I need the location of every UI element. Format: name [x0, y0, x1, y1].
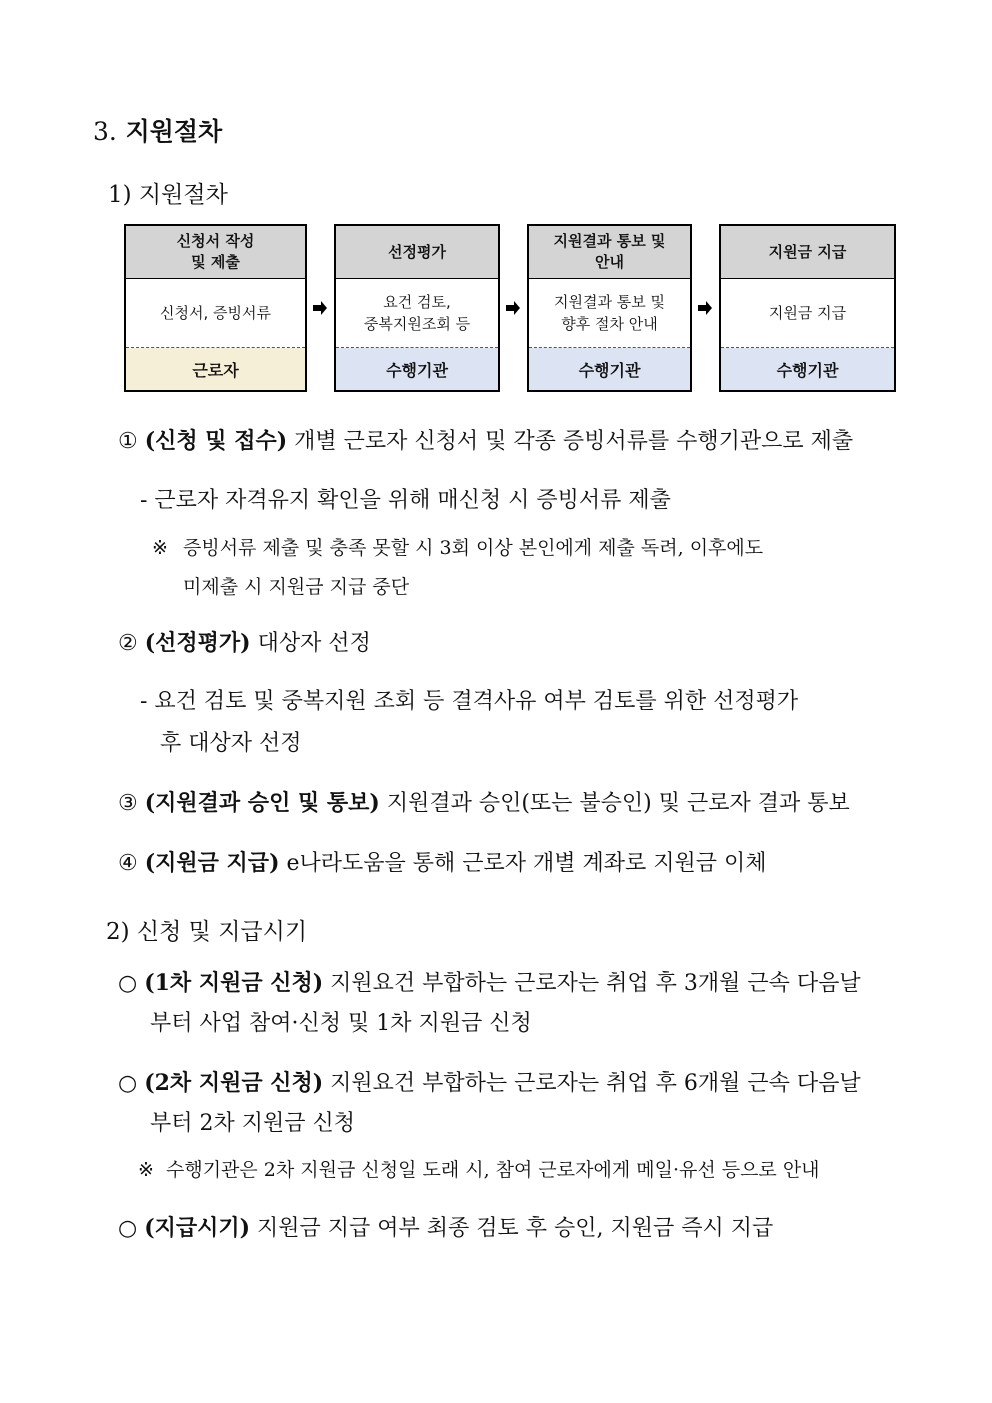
step-2-text: 대상자 선정 — [257, 631, 371, 656]
step-1-note-line-2: 미제출 시 지원금 지급 중단 — [183, 576, 410, 598]
flow-step-payment — [719, 224, 896, 392]
step-2 — [118, 628, 371, 659]
flow-step-actor: 수행기관 — [721, 348, 894, 390]
flow-step-body: 요건 검토, 중복지원조회 등 — [336, 279, 498, 348]
step-4 — [118, 848, 767, 879]
step-1-mark: ① — [118, 429, 138, 454]
step-4-text: e나라도움을 통해 근로자 개별 계좌로 지원금 이체 — [286, 851, 767, 876]
flow-step-head: 지원금 지급 — [721, 226, 894, 279]
flow-step-head: 신청서 작성 및 제출 — [126, 226, 305, 279]
timing-2-text-line-2: 부터 2차 지원금 신청 — [150, 1111, 355, 1136]
step-1-detail: - 근로자 자격유지 확인을 위해 매신청 시 증빙서류 제출 — [140, 488, 671, 513]
subsection-1-heading: 1) 지원절차 — [108, 182, 228, 208]
step-1-note-mark: ※ — [152, 537, 168, 559]
section-title: 지원절차 — [125, 117, 223, 146]
timing-1-text: 지원요건 부합하는 근로자는 취업 후 3개월 근속 다음날 — [330, 971, 861, 996]
step-2-title: (선정평가) — [144, 630, 251, 656]
timing-1-title: (1차 지원금 신청) — [144, 970, 324, 996]
step-3 — [118, 788, 850, 819]
flow-step-actor: 수행기관 — [529, 348, 690, 390]
flow-step-head: 지원결과 통보 및 안내 — [529, 226, 690, 279]
timing-2-text: 지원요건 부합하는 근로자는 취업 후 6개월 근속 다음날 — [330, 1071, 861, 1096]
step-1-text: 개별 근로자 신청서 및 각종 증빙서류를 수행기관으로 제출 — [294, 429, 854, 454]
step-1-title: (신청 및 접수) — [144, 428, 288, 454]
timing-3 — [118, 1213, 773, 1244]
flow-step-head: 선정평가 — [336, 226, 498, 279]
step-2-mark: ② — [118, 631, 138, 656]
flow-step-notify — [527, 224, 692, 392]
step-3-mark: ③ — [118, 791, 138, 816]
timing-1-text-line-2: 부터 사업 참여·신청 및 1차 지원금 신청 — [150, 1011, 532, 1036]
timing-3-title: (지급시기) — [144, 1215, 251, 1241]
bullet-icon: ○ — [118, 1216, 138, 1241]
arrow-right-icon — [697, 300, 713, 316]
timing-2 — [118, 1068, 861, 1099]
arrow-right-icon — [312, 300, 328, 316]
step-2-detail-line-1: - 요건 검토 및 중복지원 조회 등 결격사유 여부 검토를 위한 선정평가 — [140, 689, 799, 714]
timing-2-note-mark: ※ — [138, 1159, 154, 1181]
step-4-mark: ④ — [118, 851, 138, 876]
section-number: 3. — [93, 117, 117, 146]
step-2-detail-line-2: 후 대상자 선정 — [160, 731, 302, 756]
step-4-title: (지원금 지급) — [144, 850, 280, 876]
flow-step-body: 지원결과 통보 및 향후 절차 안내 — [529, 279, 690, 348]
flow-step-body: 지원금 지급 — [721, 279, 894, 348]
timing-2-title: (2차 지원금 신청) — [144, 1070, 324, 1096]
step-1 — [118, 426, 898, 457]
timing-1 — [118, 968, 861, 999]
flow-step-actor: 근로자 — [126, 348, 305, 390]
subsection-2-heading: 2) 신청 및 지급시기 — [106, 919, 308, 945]
step-3-title: (지원결과 승인 및 통보) — [144, 790, 380, 816]
flow-step-actor: 수행기관 — [336, 348, 498, 390]
flow-step-apply — [124, 224, 307, 392]
timing-3-text: 지원금 지급 여부 최종 검토 후 승인, 지원금 즉시 지급 — [257, 1216, 774, 1241]
arrow-right-icon — [505, 300, 521, 316]
bullet-icon: ○ — [118, 1071, 138, 1096]
flow-step-evaluation — [334, 224, 500, 392]
timing-2-note: 수행기관은 2차 지원금 신청일 도래 시, 참여 근로자에게 메일·유선 등으로 안내 — [166, 1159, 820, 1181]
section-heading — [93, 112, 222, 148]
flow-step-body: 신청서, 증빙서류 — [126, 279, 305, 348]
bullet-icon: ○ — [118, 971, 138, 996]
step-3-text: 지원결과 승인(또는 불승인) 및 근로자 결과 통보 — [386, 791, 850, 816]
step-1-note-line-1: 증빙서류 제출 및 충족 못할 시 3회 이상 본인에게 제출 독려, 이후에도 — [183, 537, 764, 559]
